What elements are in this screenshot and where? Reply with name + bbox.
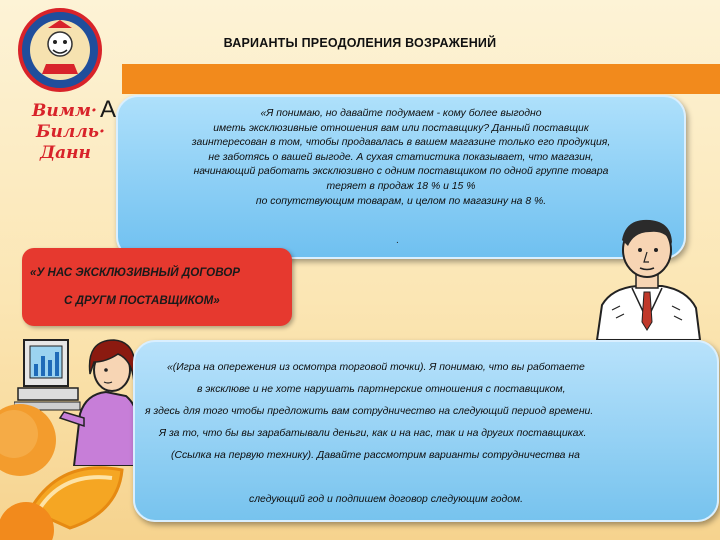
answer-a-line: теряет в продаж 18 % и 15 %	[326, 180, 476, 192]
answer-a-line: по сопутствующим товарам, и целом по магазину на 8 %.	[255, 195, 547, 207]
answer-b-line: (Ссылка на первую технику). Давайте рассмотрим варианты сотрудничества на	[171, 450, 580, 461]
answer-a-line: иметь эксклюзивные отношения вам или поставщику? Данный поставщик	[213, 122, 589, 134]
logo-wordmark	[26, 96, 106, 166]
svg-text:Билль·: Билль·	[36, 122, 105, 142]
answer-a-line: начинающий работать эксклюзивно с одним поставщиком по одной группе товара	[193, 166, 609, 178]
man-in-suit-clipart	[592, 210, 702, 340]
objection-line-2: С ДРУГМ ПОСТАВЩИКОМ»	[64, 294, 220, 307]
svg-text:Вимм·: Вимм·	[32, 101, 97, 121]
svg-text:Данн: Данн	[40, 143, 91, 163]
answer-b-line: следующий год и подпишем договор следующим годом.	[249, 494, 524, 505]
objection-line-1: «У НАС ЭКСКЛЮЗИВНЫЙ ДОГОВОР	[30, 266, 241, 279]
answer-b-line: в эксклюве и не хоте нарушать партнерские отношения с поставщиком,	[197, 384, 566, 395]
answer-bubble-b	[133, 340, 719, 522]
variant-a-label: А	[100, 96, 117, 123]
answer-a-text	[118, 107, 684, 209]
slide-title: ВАРИАНТЫ ПРЕОДОЛЕНИЯ ВОЗРАЖЕНИЙ	[223, 36, 497, 50]
company-logo	[18, 8, 102, 92]
answer-b-line: я здесь для того чтобы предложить вам сотрудничество на следующий период времени.	[145, 406, 594, 417]
answer-b-line: «(Игра на опережения из осмотра торговой точки). Я понимаю, что вы работаете	[167, 362, 585, 373]
answer-a-line: не заботясь о вашей выгоде. А сухая статистика показывает, что магазин,	[208, 151, 594, 163]
answer-a-line: «Я понимаю, но давайте подумаем - кому более выгодно	[260, 108, 542, 119]
accent-bar	[122, 64, 720, 94]
answer-b-line: Я за то, что бы вы зарабатывали деньги, как и на нас, так и на других поставщиках.	[159, 428, 587, 439]
answer-a-line: заинтересован в том, чтобы продавалась в вашем магазине только его продукция,	[191, 137, 611, 149]
trailing-dot: .	[396, 235, 399, 246]
orange-slices-image	[0, 400, 130, 540]
objection-box	[22, 248, 292, 326]
